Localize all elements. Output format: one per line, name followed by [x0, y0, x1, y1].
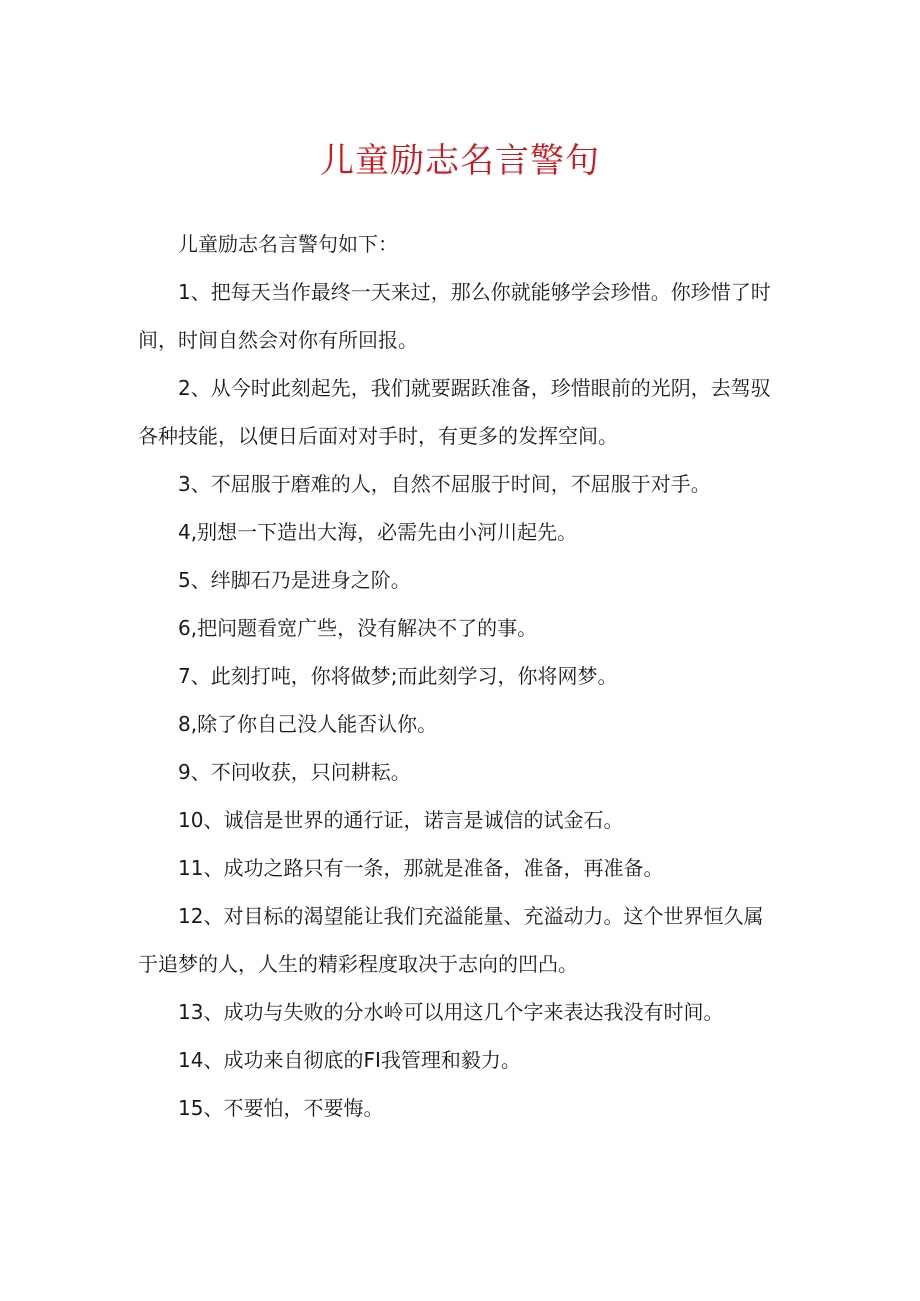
- quote-item-4: 4,别想一下造出大海，必需先由小河川起先。: [178, 520, 578, 544]
- quote-item-10: 10、诚信是世界的通行证，诺言是诚信的试金石。: [178, 808, 624, 832]
- quote-item-7: 7、此刻打吨，你将做梦;而此刻学习，你将网梦。: [178, 664, 618, 688]
- quote-item-12: 12、对目标的渴望能让我们充溢能量、充溢动力。这个世界恒久属于追梦的人，人生的精彩程度取决于志向的凹凸。: [138, 904, 764, 976]
- quote-item-13: 13、成功与失败的分水岭可以用这几个字来表达我没有时间。: [178, 1000, 724, 1024]
- quote-item-9: 9、不问收获，只问耕耘。: [178, 760, 411, 784]
- quote-item-8: 8,除了你自己没人能否认你。: [178, 712, 438, 736]
- quote-item-1: 1、把每天当作最终一天来过，那么你就能够学会珍惜。你珍惜了时间，时间自然会对你有所回报。: [138, 280, 771, 352]
- quote-item-6: 6,把问题看宽广些，没有解决不了的事。: [178, 616, 538, 640]
- quote-item-15: 15、不要怕，不要悔。: [178, 1096, 384, 1120]
- quote-item-14: 14、成功来自彻底的FI我管理和毅力。: [178, 1048, 521, 1072]
- quote-item-5: 5、绊脚石乃是进身之阶。: [178, 568, 411, 592]
- quote-item-11: 11、成功之路只有一条，那就是准备，准备，再准备。: [178, 856, 664, 880]
- intro-paragraph: 儿童励志名言警句如下：: [178, 232, 398, 256]
- quote-item-2: 2、从今时此刻起先，我们就要踞跃准备，珍惜眼前的光阴，去驾驭各种技能，以便日后面对对手时，有更多的发挥空间。: [138, 376, 771, 448]
- page-title: 儿童励志名言警句: [320, 141, 600, 181]
- quote-item-3: 3、不屈服于磨难的人，自然不屈服于时间，不屈服于对手。: [178, 472, 711, 496]
- document-body: [138, 220, 778, 1132]
